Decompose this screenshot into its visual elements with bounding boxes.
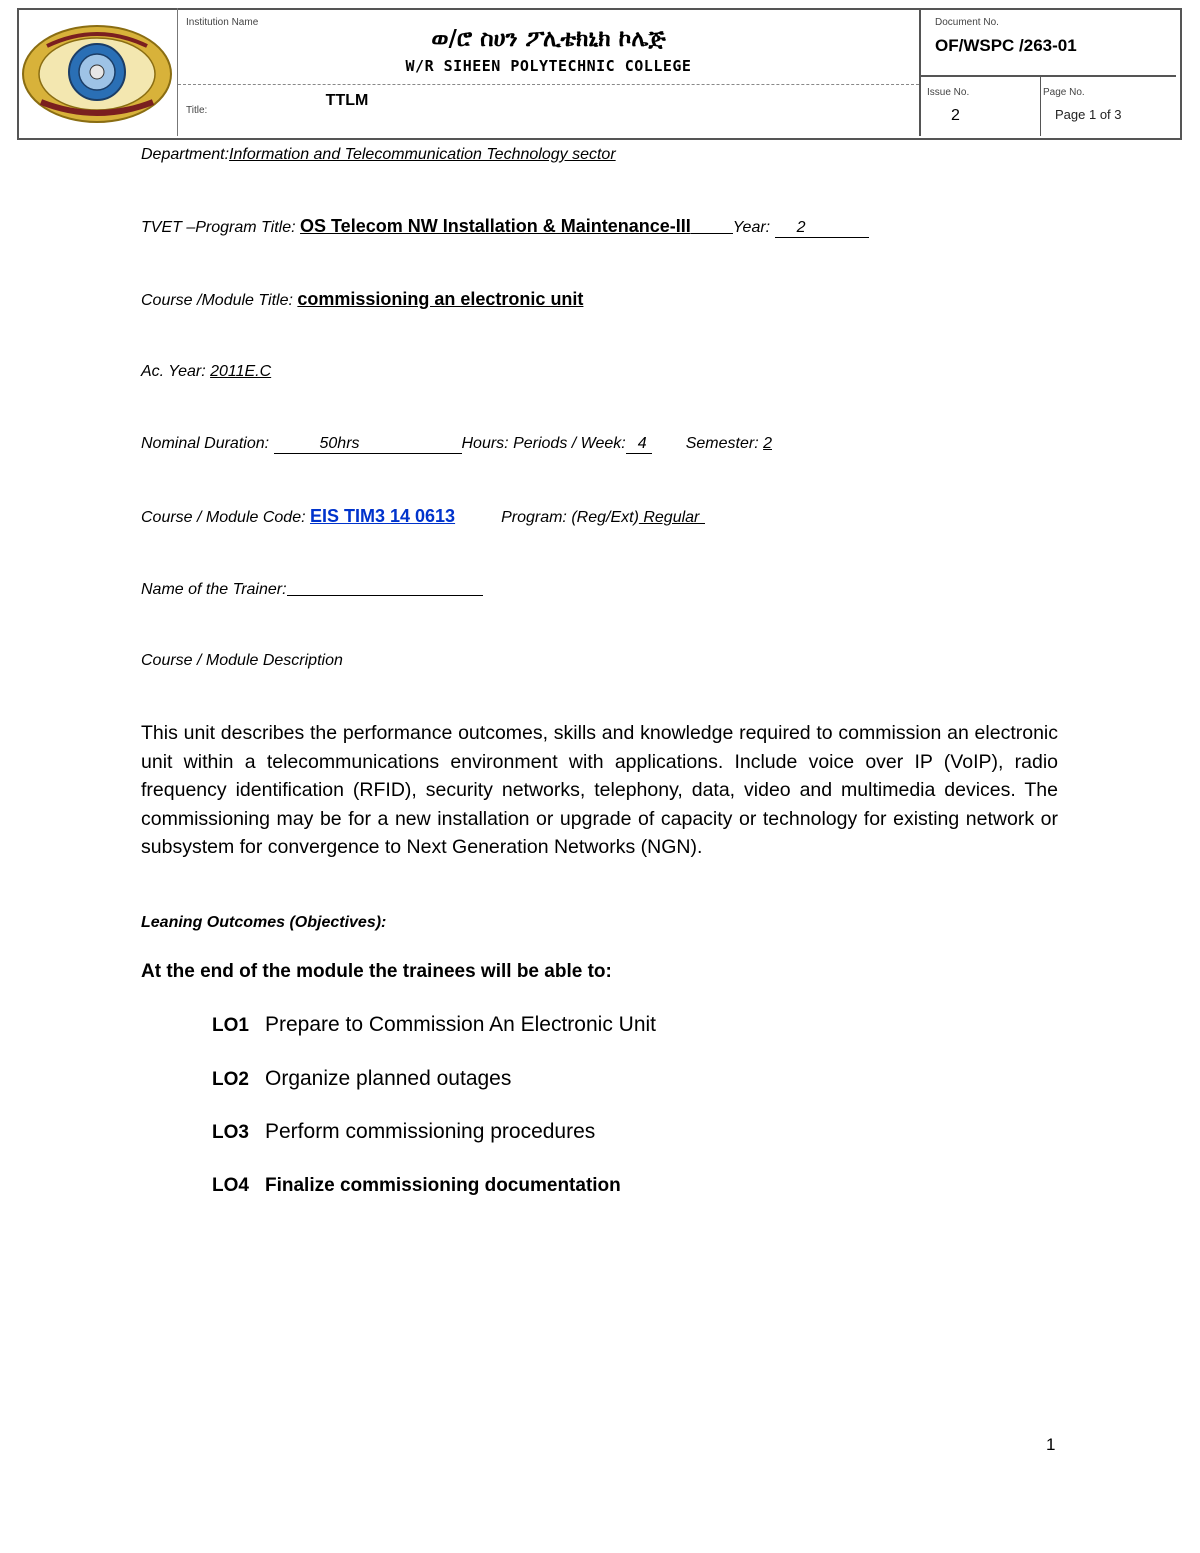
semester-value: 2: [763, 435, 772, 452]
trainer-blank: [287, 579, 483, 596]
module-code-value[interactable]: EIS TIM3 14 0613: [309, 506, 456, 526]
outcome-text: Organize planned outages: [265, 1067, 512, 1090]
outcome-text: Finalize commissioning documentation: [265, 1175, 621, 1196]
outcome-code: LO2: [212, 1069, 249, 1090]
year-value: 2: [775, 219, 869, 238]
issue-number-cell: [919, 77, 1041, 136]
institution-name-label: Institution Name: [186, 17, 259, 28]
program-type-label: Program: (Reg/Ext): [501, 509, 639, 526]
logo-cell: [17, 8, 178, 136]
outcome-text: Prepare to Commission An Electronic Unit: [265, 1013, 656, 1036]
outcomes-heading: Leaning Outcomes (Objectives):: [141, 914, 387, 931]
module-code-label: Course / Module Code:: [141, 509, 310, 526]
outcome-code: LO3: [212, 1122, 249, 1143]
year-label: Year:: [732, 219, 775, 236]
department-label: Department:: [141, 146, 230, 163]
page-number-footer: 1: [1046, 1435, 1056, 1454]
document-number-cell: [919, 8, 1176, 77]
page-number-value: Page 1 of 3: [1055, 107, 1122, 122]
college-name-amharic: ወ/ሮ ስሀን ፖሊቴክኒክ ኮሌጅ: [431, 26, 666, 52]
trainer-line: [141, 579, 483, 599]
program-title-underline: [691, 217, 733, 234]
learning-outcome-item: [212, 1013, 656, 1037]
nominal-duration-label: Nominal Duration:: [141, 435, 274, 452]
academic-year-value: 2011E.C: [210, 363, 272, 380]
module-title-line: [141, 289, 583, 310]
description-label: Course / Module Description: [141, 652, 343, 669]
hours-label: Hours: Periods / Week:: [461, 435, 626, 452]
program-title-line: [141, 216, 869, 238]
learning-outcome-item: [212, 1120, 595, 1144]
college-name-english: W/R SIHEEN POLYTECHNIC COLLEGE: [405, 57, 692, 75]
module-code-line: [141, 506, 705, 527]
trainer-label: Name of the Trainer:: [141, 581, 287, 598]
module-title-label: Course /Module Title:: [141, 292, 298, 309]
page-number-label: Page No.: [1043, 87, 1085, 98]
document-number-label: Document No.: [935, 17, 999, 28]
outcome-code: LO4: [212, 1175, 249, 1196]
learning-outcome-item: [212, 1173, 621, 1197]
institution-name-cell: [178, 8, 919, 85]
document-number-value: OF/WSPC /263-01: [935, 36, 1077, 55]
hours-value: 4: [626, 435, 652, 454]
program-type-value: Regular: [638, 509, 700, 526]
title-label: Title:: [186, 105, 208, 116]
outcomes-intro: At the end of the module the trainees will be able to:: [141, 961, 612, 982]
department-line: [141, 146, 616, 164]
module-description: This unit describes the performance outcomes, skills and knowledge required to commission an electronic unit within a telecommunications environment with applications. Include voice over IP (VoIP), radio frequency identification (RFID), security networks, telephony, data, video and multimedia devices. The commissioning may be for a new installation or upgrade of capacity or technology for existing network or subsystem for convergence to Next Generation Networks (NGN).: [141, 722, 1058, 858]
document-title: TTLM: [325, 92, 369, 109]
academic-year-label: Ac. Year:: [141, 363, 211, 380]
document-header: [17, 8, 1180, 138]
nominal-duration-value: 50hrs: [274, 435, 462, 454]
program-title-value: OS Telecom NW Installation & Maintenance-III: [300, 216, 691, 236]
duration-line: [141, 435, 772, 454]
learning-outcome-item: [212, 1067, 511, 1091]
academic-year-line: [141, 363, 271, 381]
outcome-code: LO1: [212, 1015, 249, 1036]
department-value: Information and Telecommunication Technology sector: [229, 146, 616, 163]
page-number-cell: [1040, 77, 1177, 136]
module-title-value: commissioning an electronic unit: [297, 289, 584, 309]
program-title-label: TVET –Program Title:: [141, 219, 301, 236]
issue-number-label: Issue No.: [927, 87, 970, 98]
outcome-text: Perform commissioning procedures: [265, 1120, 596, 1143]
issue-number-value: 2: [951, 107, 960, 124]
semester-label: Semester:: [685, 435, 764, 452]
